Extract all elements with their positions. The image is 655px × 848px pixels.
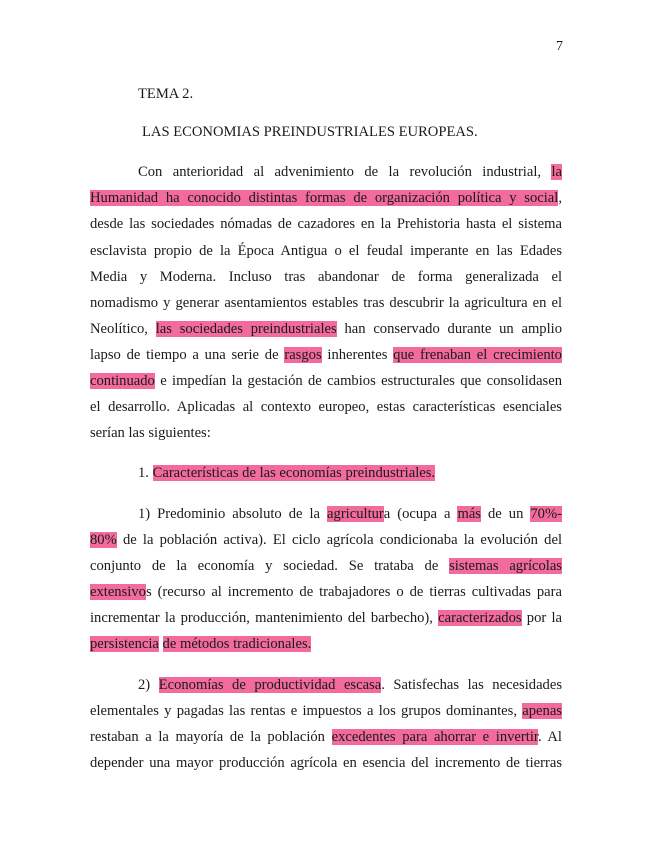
text-run: Con anterioridad al advenimiento de la revolución industrial,	[138, 164, 552, 180]
text-line	[90, 425, 562, 442]
text-line	[90, 532, 562, 549]
text-run: depender una mayor producción agrícola en esencia del incremento de tierras	[90, 755, 562, 771]
text-run: elementales y pagadas las rentas e impuestos a los grupos dominantes,	[90, 703, 523, 719]
highlighted-text: más	[457, 506, 481, 522]
highlighted-text: de métodos tradicionales.	[162, 636, 312, 652]
text-line	[138, 677, 562, 694]
text-line	[90, 216, 562, 233]
text-run: 2)	[138, 677, 159, 693]
text-run: han conservado durante un amplio	[336, 321, 563, 337]
text-run: lapso de tiempo a una serie de	[90, 347, 285, 363]
highlighted-text: rasgos	[284, 347, 322, 363]
text-run: de un	[480, 506, 531, 522]
text-line	[90, 558, 562, 575]
highlighted-text: que frenaban el crecimiento	[393, 347, 562, 363]
text-line	[138, 164, 562, 181]
highlighted-text: persistencia	[90, 636, 159, 652]
text-run: incrementar la producción, mantenimiento del barbecho),	[90, 610, 439, 626]
text-run: serían las siguientes:	[90, 425, 211, 441]
highlighted-text: la	[551, 164, 562, 180]
section-number: 1.	[138, 465, 149, 481]
page-number: 7	[556, 39, 563, 54]
text-line	[90, 295, 562, 312]
text-run: Media y Moderna. Incluso tras abandonar de forma generalizada el	[90, 269, 562, 285]
text-run: s (recurso al incremento de trabajadores o de tierras cultivadas para	[145, 584, 562, 600]
text-run: a (ocupa a	[383, 506, 458, 522]
highlighted-text: las sociedades preindustriales	[155, 321, 337, 337]
text-run: ,	[558, 190, 562, 206]
text-line	[90, 190, 562, 207]
text-run: de la población activa). El ciclo agrícola condicionaba la evolución del	[116, 532, 562, 548]
text-line	[90, 321, 562, 338]
text-run: el desarrollo. Aplicadas al contexto europeo, estas características esenciales	[90, 399, 562, 415]
text-line	[90, 373, 562, 390]
chapter-title: LAS ECONOMIAS PREINDUSTRIALES EUROPEAS.	[142, 124, 478, 140]
highlighted-text: sistemas agrícolas	[449, 558, 562, 574]
chapter-heading: TEMA 2.	[138, 86, 194, 102]
highlighted-text: apenas	[522, 703, 562, 719]
text-line	[90, 399, 562, 416]
text-run: inherentes	[321, 347, 394, 363]
text-line	[90, 636, 562, 653]
text-line	[90, 610, 562, 627]
text-line	[90, 269, 562, 286]
text-run: . Satisfechas las necesidades	[381, 677, 562, 693]
text-line	[90, 729, 562, 746]
section-heading	[138, 465, 610, 482]
text-run: por la	[521, 610, 562, 626]
highlighted-text: 80%	[90, 532, 117, 548]
text-run: conjunto de la economía y sociedad. Se trataba de	[90, 558, 450, 574]
text-run: 1) Predominio absoluto de la	[138, 506, 328, 522]
text-line	[90, 347, 562, 364]
highlighted-text: Humanidad ha conocido distintas formas de organización política y social	[90, 190, 559, 206]
section-heading-text: Características de las economías preindustriales.	[152, 465, 436, 481]
highlighted-text: continuado	[90, 373, 155, 389]
text-line	[90, 755, 562, 772]
highlighted-text: 70%-	[530, 506, 562, 522]
text-line	[90, 584, 562, 601]
highlighted-text: caracterizados	[438, 610, 522, 626]
text-run: restaban a la mayoría de la población	[90, 729, 332, 745]
text-run: esclavista propio de la Época Antigua o el feudal imperante en las Edades	[90, 243, 562, 259]
text-run: e impedían la gestación de cambios estructurales que consolidasen	[154, 373, 562, 389]
text-line	[90, 703, 562, 720]
highlighted-text: Economías de productividad escasa	[158, 677, 382, 693]
text-run: nomadismo y generar asentamientos estables tras descubrir la agricultura en el	[90, 295, 562, 311]
highlighted-text: agricultur	[327, 506, 384, 522]
text-run: Neolítico,	[90, 321, 156, 337]
text-run	[159, 636, 163, 652]
highlighted-text: excedentes para ahorrar e invertir	[331, 729, 538, 745]
text-run: desde las sociedades nómadas de cazadores en la Prehistoria hasta el sistema	[90, 216, 562, 232]
text-line	[90, 243, 562, 260]
highlighted-text: extensivo	[90, 584, 146, 600]
text-run: . Al	[537, 729, 562, 745]
text-line	[138, 506, 562, 523]
